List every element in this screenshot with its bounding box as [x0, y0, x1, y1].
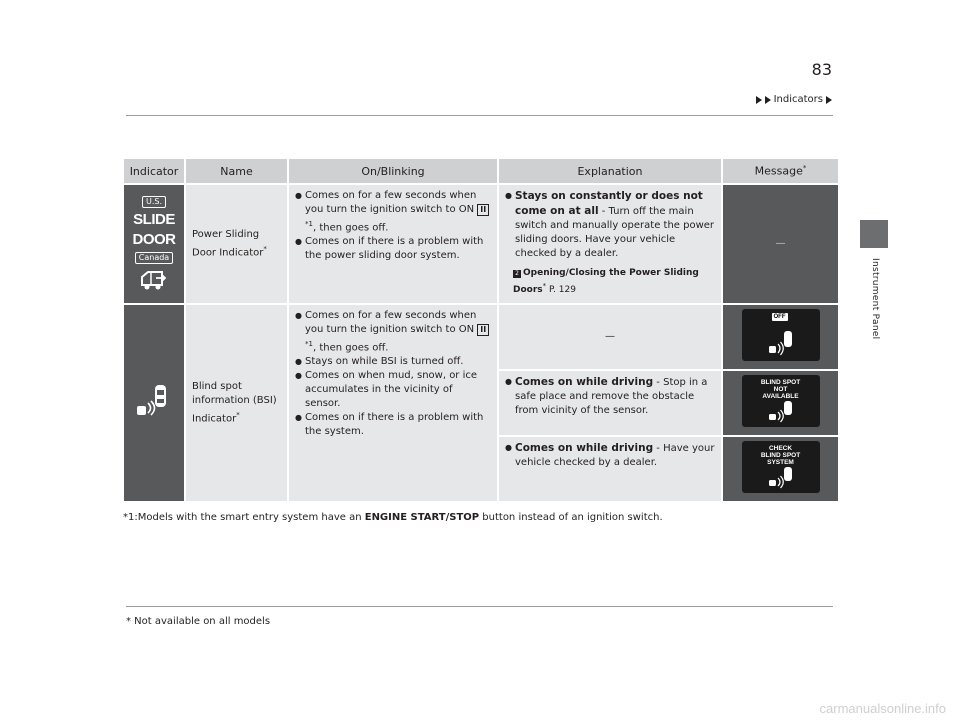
list-item: ● Comes on for a few seconds when you turn the ignition switch to ON II$^{*1}$, then goes off.: [295, 309, 491, 355]
message-cell: [723, 305, 838, 369]
ignition-key-icon: II: [477, 324, 489, 336]
breadcrumb: [756, 94, 832, 105]
indicator-table: [122, 157, 840, 503]
off-badge: OFF: [773, 313, 786, 320]
list-item: ● Comes on if there is a problem with the system.: [295, 411, 491, 439]
page-number: 83: [811, 60, 832, 79]
list-item: ● Comes on for a few seconds when you turn the ignition switch to ON II$^{*1}$, then goes off.: [295, 189, 491, 235]
indicator-name: Power Sliding Door Indicator*: [186, 185, 287, 303]
blind-spot-icon: [766, 399, 800, 423]
watermark: carmanualsonline.info: [819, 701, 946, 716]
column-header: Message*: [723, 159, 838, 183]
check-bsi-system-message-screen: CHECK BLIND SPOT SYSTEM: [742, 441, 820, 493]
column-header: On/Blinking: [289, 159, 497, 183]
reference-icon: 2: [513, 270, 521, 278]
indicator-icon-cell: [124, 185, 184, 303]
blind-spot-icon: [766, 465, 800, 489]
bsi-not-available-message-screen: BLIND SPOT NOT AVAILABLE: [742, 375, 820, 427]
message-cell: [723, 371, 838, 435]
table-row: [124, 305, 838, 369]
arrow-right-icon: [765, 96, 771, 104]
list-item: ● Comes on if there is a problem with the power sliding door system.: [295, 235, 491, 263]
explanation-cell: —: [499, 305, 721, 369]
explanation-cell: [499, 437, 721, 501]
slide-door-indicator-icon: U.S. SLIDE DOOR Canada: [124, 190, 184, 298]
column-header: Indicator: [124, 159, 184, 183]
list-item: ● Comes on while driving - Stop in a safe place and remove the obstacle from vicinity of the sensor.: [505, 375, 715, 418]
ignition-key-icon: II: [477, 204, 489, 216]
indicator-name: Blind spot information (BSI) Indicator*: [186, 305, 287, 501]
indicator-icon-cell: [124, 305, 184, 501]
page-reference-link[interactable]: 2 Opening/Closing the Power Sliding Doors* P. 129: [513, 268, 699, 295]
arrow-right-icon: [826, 96, 832, 104]
explanation-cell: [499, 371, 721, 435]
column-header: Explanation: [499, 159, 721, 183]
top-divider: [126, 115, 833, 116]
section-tab-marker: [860, 220, 888, 248]
column-header: Name: [186, 159, 287, 183]
on-blinking-cell: [289, 305, 497, 501]
on-blinking-cell: [289, 185, 497, 303]
arrow-right-icon: [756, 96, 762, 104]
blind-spot-icon: [134, 379, 174, 423]
blind-spot-icon: [766, 327, 800, 357]
bsi-off-message-screen: [742, 309, 820, 361]
bottom-divider: [126, 606, 833, 607]
breadcrumb-label: Indicators: [773, 94, 823, 105]
list-item: ● Stays on constantly or does not come on at all - Turn off the main switch and manually operate the power sliding doors. Have your vehicle checked by a dealer.: [505, 189, 715, 261]
explanation-cell: [499, 185, 721, 303]
table-row: [124, 185, 838, 303]
list-item: ● Comes on when mud, snow, or ice accumulates in the vicinity of sensor.: [295, 369, 491, 411]
van-door-icon: [139, 268, 169, 292]
table-footnote: *1:Models with the smart entry system have an ENGINE START/STOP button instead of an ignition switch.: [123, 512, 663, 523]
section-side-label: Instrument Panel: [870, 258, 880, 340]
list-item: ● Comes on while driving - Have your vehicle checked by a dealer.: [505, 441, 715, 470]
table-header-row: [124, 159, 838, 183]
availability-note: * Not available on all models: [126, 616, 271, 627]
message-cell: —: [723, 185, 838, 303]
list-item: ● Stays on while BSI is turned off.: [295, 355, 491, 369]
message-cell: [723, 437, 838, 501]
